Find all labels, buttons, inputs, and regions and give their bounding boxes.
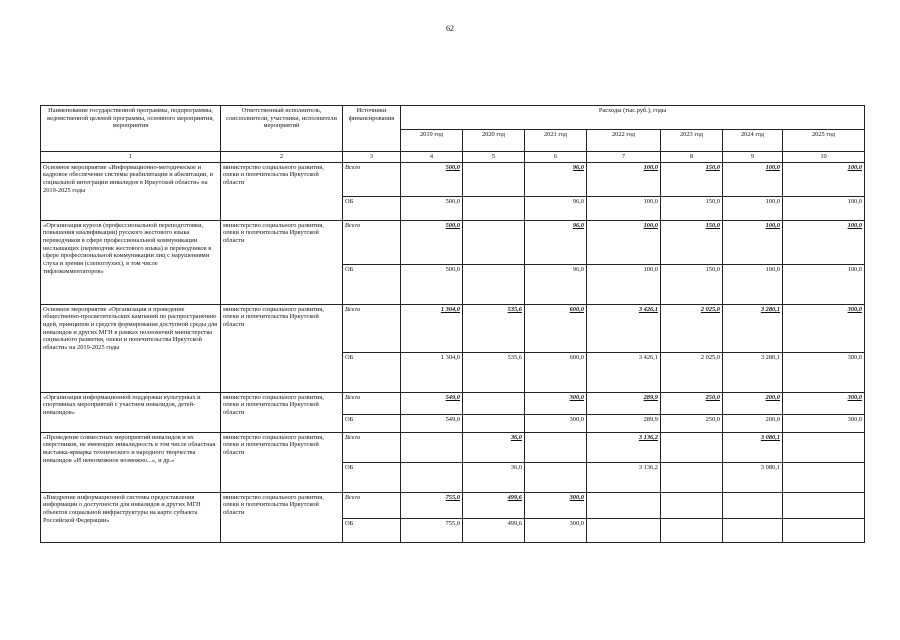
ob-value: 3 280,1 [723, 352, 783, 392]
page-number: 62 [446, 24, 454, 33]
header-sources: Источники финансирования [343, 106, 401, 152]
ob-value [783, 462, 865, 492]
total-value: 3 080,1 [723, 432, 783, 462]
ob-value: 2 025,0 [661, 352, 723, 392]
total-value: 1 304,0 [401, 304, 463, 352]
total-value: 300,0 [525, 392, 587, 414]
source-ob-label: ОБ [343, 352, 401, 392]
source-total-label: Всего [343, 432, 401, 462]
ob-value: 3 136,2 [587, 462, 661, 492]
ob-value: 36,0 [463, 462, 525, 492]
total-value: 100,0 [723, 162, 783, 196]
ob-value: 96,0 [525, 264, 587, 304]
header-year: 2023 год [661, 130, 723, 152]
source-total-label: Всего [343, 162, 401, 196]
ob-value [463, 264, 525, 304]
ob-value: 100,0 [587, 264, 661, 304]
table-row [41, 304, 865, 352]
total-value: 755,0 [401, 492, 463, 518]
ob-value [783, 518, 865, 542]
total-value [587, 492, 661, 518]
table-row [41, 220, 865, 264]
header-responsible: Ответственный исполнитель, соисполнители, участники, исполнители мероприятий [221, 106, 343, 152]
column-index: 2 [221, 152, 343, 163]
ob-value: 200,0 [723, 414, 783, 432]
total-value: 500,0 [401, 162, 463, 196]
responsible-executor: министерство социального развития, опеки и попечительства Иркутской области [221, 432, 343, 492]
ob-value: 96,0 [525, 196, 587, 220]
ob-value [661, 518, 723, 542]
ob-value: 100,0 [723, 264, 783, 304]
ob-value: 600,0 [525, 352, 587, 392]
total-value: 3 426,1 [587, 304, 661, 352]
ob-value: 3 426,1 [587, 352, 661, 392]
total-value: 300,0 [525, 492, 587, 518]
header-year: 2020 год [463, 130, 525, 152]
total-value: 300,0 [783, 392, 865, 414]
total-value [525, 432, 587, 462]
ob-value: 300,0 [525, 414, 587, 432]
ob-value: 289,9 [587, 414, 661, 432]
ob-value: 300,0 [783, 352, 865, 392]
ob-value: 300,0 [525, 518, 587, 542]
total-value: 300,0 [783, 304, 865, 352]
ob-value [587, 518, 661, 542]
column-index: 4 [401, 152, 463, 163]
ob-value: 1 304,0 [401, 352, 463, 392]
source-ob-label: ОБ [343, 264, 401, 304]
total-value [463, 392, 525, 414]
ob-value: 100,0 [783, 196, 865, 220]
ob-value: 499,6 [463, 518, 525, 542]
total-value: 36,0 [463, 432, 525, 462]
column-index: 1 [41, 152, 221, 163]
ob-value [723, 518, 783, 542]
ob-value: 100,0 [723, 196, 783, 220]
header-year: 2025 год [783, 130, 865, 152]
total-value: 500,0 [401, 220, 463, 264]
responsible-executor: министерство социального развития, опеки и попечительства Иркутской области [221, 220, 343, 304]
ob-value: 300,0 [783, 414, 865, 432]
ob-value: 100,0 [783, 264, 865, 304]
source-ob-label: ОБ [343, 414, 401, 432]
total-value: 549,0 [401, 392, 463, 414]
total-value [661, 432, 723, 462]
column-index: 5 [463, 152, 525, 163]
total-value: 100,0 [783, 162, 865, 196]
total-value: 96,0 [525, 162, 587, 196]
header-year: 2021 год [525, 130, 587, 152]
column-index: 7 [587, 152, 661, 163]
header-year: 2022 год [587, 130, 661, 152]
activity-name: «Внедрение информационной системы предоставления информации о доступности для инвалидов и других МГН объектов социальной инфраструктуры на карте субъекта Российской Федерации» [41, 492, 221, 542]
ob-value [401, 462, 463, 492]
ob-value: 535,6 [463, 352, 525, 392]
column-index: 3 [343, 152, 401, 163]
header-name: Наименование государственной программы, подпрограммы, ведомственной целевой программы, основного мероприятия, мероприятия [41, 106, 221, 152]
ob-value: 549,0 [401, 414, 463, 432]
table-row [41, 162, 865, 196]
ob-value: 500,0 [401, 196, 463, 220]
total-value: 3 280,1 [723, 304, 783, 352]
total-value [463, 220, 525, 264]
column-index: 10 [783, 152, 865, 163]
source-ob-label: ОБ [343, 462, 401, 492]
header-year: 2024 год [723, 130, 783, 152]
total-value: 535,6 [463, 304, 525, 352]
responsible-executor: министерство социального развития, опеки и попечительства Иркутской области [221, 392, 343, 432]
column-index: 6 [525, 152, 587, 163]
ob-value [463, 196, 525, 220]
table-row [41, 392, 865, 414]
total-value [783, 492, 865, 518]
total-value: 150,0 [661, 220, 723, 264]
ob-value: 755,0 [401, 518, 463, 542]
header-year: 2019 год [401, 130, 463, 152]
source-ob-label: ОБ [343, 196, 401, 220]
header-expenses: Расходы (тыс.руб.), годы [401, 106, 865, 130]
ob-value: 150,0 [661, 196, 723, 220]
source-total-label: Всего [343, 392, 401, 414]
table-row [41, 492, 865, 518]
responsible-executor: министерство социального развития, опеки и попечительства Иркутской области [221, 304, 343, 392]
ob-value: 250,0 [661, 414, 723, 432]
table-row [41, 432, 865, 462]
source-total-label: Всего [343, 304, 401, 352]
total-value: 100,0 [783, 220, 865, 264]
ob-value: 100,0 [587, 196, 661, 220]
total-value: 150,0 [661, 162, 723, 196]
total-value: 200,0 [723, 392, 783, 414]
activity-name: Основное мероприятие «Информационно-методическое и кадровое обеспечение системы реабилитации и абилитации, и социальной интеграции инвалидов в Иркутской области» на 2019-2025 годы [41, 162, 221, 220]
budget-table [40, 105, 865, 543]
total-value [783, 432, 865, 462]
ob-value [463, 414, 525, 432]
total-value: 3 136,2 [587, 432, 661, 462]
column-index: 9 [723, 152, 783, 163]
total-value: 100,0 [587, 220, 661, 264]
activity-name: «Организация информационной поддержки культурных и спортивных мероприятий с участием инвалидов, детей-инвалидов» [41, 392, 221, 432]
total-value: 100,0 [587, 162, 661, 196]
total-value: 2 025,0 [661, 304, 723, 352]
total-value [401, 432, 463, 462]
column-index: 8 [661, 152, 723, 163]
ob-value [661, 462, 723, 492]
total-value: 100,0 [723, 220, 783, 264]
total-value: 499,6 [463, 492, 525, 518]
source-total-label: Всего [343, 220, 401, 264]
ob-value: 500,0 [401, 264, 463, 304]
source-total-label: Всего [343, 492, 401, 518]
responsible-executor: министерство социального развития, опеки и попечительства Иркутской области [221, 162, 343, 220]
total-value: 600,0 [525, 304, 587, 352]
activity-name: «Организация курсов (профессиональной переподготовки, повышения квалификации) русского жестового языка переводчиков в сфере профессиональной коммуникации неслышащих (переводчик жестового языка) и переводчиков в сфере профессиональной коммуникации лиц с нарушениями слуха и зрения (слепоглухих), в том числе тифлокомментаторов» [41, 220, 221, 304]
responsible-executor: министерство социального развития, опеки и попечительства Иркутской области [221, 492, 343, 542]
total-value: 250,0 [661, 392, 723, 414]
ob-value: 3 080,1 [723, 462, 783, 492]
total-value: 96,0 [525, 220, 587, 264]
total-value: 289,9 [587, 392, 661, 414]
activity-name: «Проведение совместных мероприятий инвалидов и их сверстников, не имеющих инвалидность в том числе областная выставка-ярмарка технического и народного творчества инвалидов «И невозможное возможно...», и др.» [41, 432, 221, 492]
ob-value: 150,0 [661, 264, 723, 304]
total-value [723, 492, 783, 518]
ob-value [525, 462, 587, 492]
source-ob-label: ОБ [343, 518, 401, 542]
total-value [463, 162, 525, 196]
total-value [661, 492, 723, 518]
activity-name: Основное мероприятие «Организация и проведение общественно-просветительских кампаний по распространению идей, принципов и средств формирования доступной среды для инвалидов и других МГН в рамках полномочий министерства социального развития, опеки и попечительства Иркутской области» на 2019-2025 годы [41, 304, 221, 392]
